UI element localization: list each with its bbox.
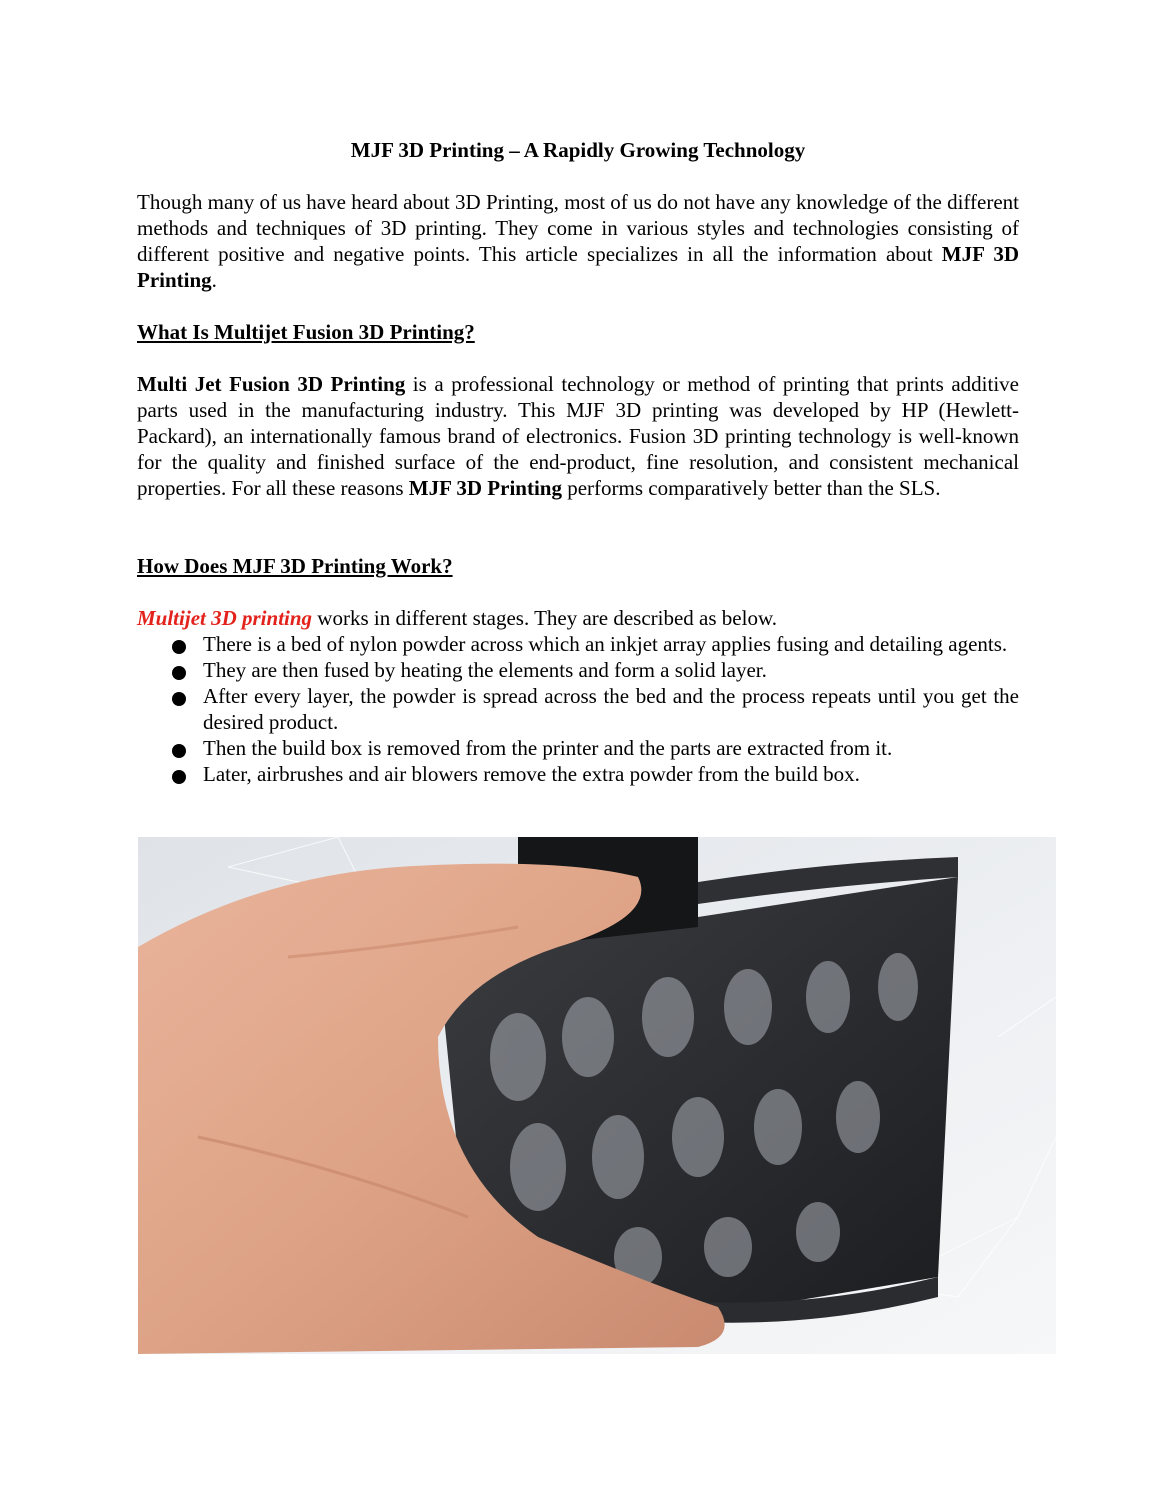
photo-illustration	[138, 837, 1056, 1354]
intro-text: Though many of us have heard about 3D Printing, most of us do not have any knowledge of the different methods and techniques of 3D printing. They come in various styles and technologies consisting of different positive and negative points. This article specializes in all the information about	[137, 190, 1019, 266]
list-item-text: Later, airbrushes and air blowers remove the extra powder from the build box.	[203, 762, 860, 786]
section1-paragraph	[137, 371, 1019, 501]
section1-bold2: MJF 3D Printing	[408, 476, 562, 500]
bullet-icon	[172, 666, 186, 680]
section2-heading: How Does MJF 3D Printing Work?	[137, 554, 453, 578]
section1-text: is a professional technology or method of printing that prints additive parts used in the manufacturing industry. This MJF 3D printing was developed by HP (Hewlett-Packard), an internationally famous brand of electronics. Fusion 3D printing technology is well-known for the quality and finished surface of the end-product, fine resolution, and consistent mechanical properties. For all these reasons	[137, 372, 1019, 500]
bullet-icon	[172, 692, 186, 706]
section2-lead	[137, 605, 1019, 631]
bullet-icon	[172, 770, 186, 784]
intro-paragraph	[137, 189, 1019, 293]
section2-lead-text: works in different stages. They are described as below.	[312, 606, 778, 630]
multijet-link[interactable]: Multijet 3D printing	[137, 606, 313, 630]
stages-list	[168, 631, 1019, 787]
list-item	[168, 683, 1019, 735]
list-item-text: After every layer, the powder is spread across the bed and the process repeats until you get the desired product.	[203, 684, 1019, 734]
section1-end: performs comparatively better than the SLS.	[561, 476, 941, 500]
list-item	[168, 761, 1019, 787]
list-item-text: Then the build box is removed from the printer and the parts are extracted from it.	[203, 736, 893, 760]
intro-end: .	[211, 268, 217, 292]
section1-heading: What Is Multijet Fusion 3D Printing?	[137, 320, 475, 344]
page-title: MJF 3D Printing – A Rapidly Growing Technology	[350, 138, 806, 162]
section1-lead-bold: Multi Jet Fusion 3D Printing	[137, 372, 406, 396]
intro-bold: MJF 3D Printing	[137, 242, 1019, 292]
mjf-printed-part-photo	[138, 837, 1056, 1354]
list-item-text: There is a bed of nylon powder across which an inkjet array applies fusing and detailing agents.	[203, 632, 1008, 656]
list-item	[168, 657, 1019, 683]
list-item	[168, 631, 1019, 657]
list-item-text: They are then fused by heating the elements and form a solid layer.	[203, 658, 767, 682]
bullet-icon	[172, 640, 186, 654]
bullet-icon	[172, 744, 186, 758]
list-item	[168, 735, 1019, 761]
